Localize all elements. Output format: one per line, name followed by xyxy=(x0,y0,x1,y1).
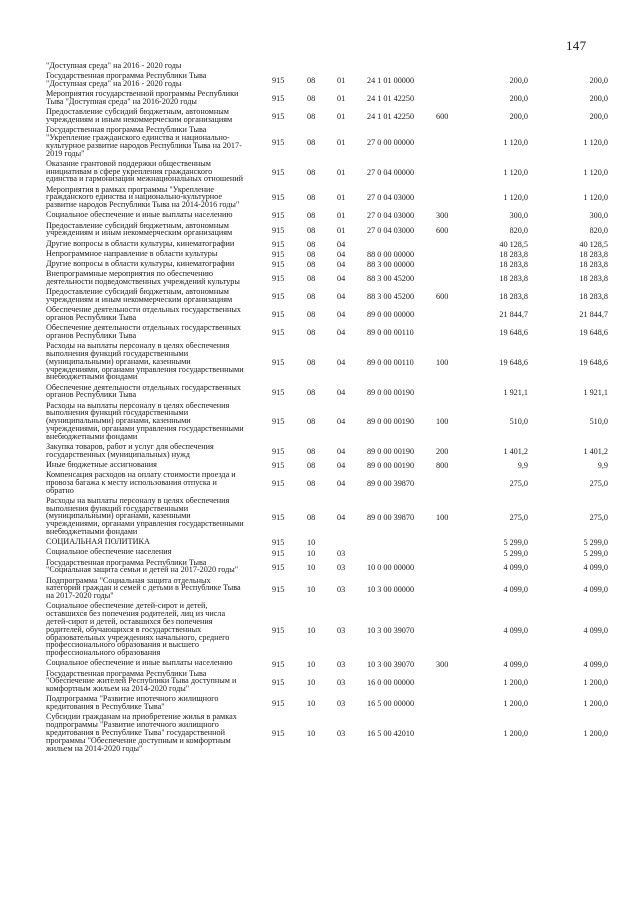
row-name: Государственная программа Республики Тыва "Укрепление гражданского единства и национально- культурное развитие народов Республики Тыва на 2017- 2019 годы" xyxy=(46,125,242,158)
amount-cell: 18 283,8 xyxy=(499,249,528,259)
expense-type-cell: 300 xyxy=(436,211,449,221)
amount-2-cell: 510,0 xyxy=(589,417,608,427)
subsection-cell: 01 xyxy=(337,76,346,86)
table-row xyxy=(0,324,640,342)
table-row xyxy=(0,402,640,443)
section-cell: 10 xyxy=(307,548,316,558)
amount-cell: 9,9 xyxy=(517,461,528,471)
section-cell: 08 xyxy=(307,512,316,522)
amount-2-cell: 4 099,0 xyxy=(583,626,608,636)
section-cell: 08 xyxy=(307,417,316,427)
section-cell: 10 xyxy=(307,699,316,709)
amount-cell: 510,0 xyxy=(509,417,528,427)
subsection-cell: 04 xyxy=(337,479,346,489)
row-name: Обеспечение деятельности отдельных государственных органов Республики Тыва xyxy=(46,382,241,400)
target-article-cell: 88 3 00 45200 xyxy=(367,274,415,284)
grbs-cell: 915 xyxy=(272,677,285,687)
row-name: Социальное обеспечение и иные выплаты населению xyxy=(46,658,233,668)
target-article-cell: 24 1 01 42250 xyxy=(367,94,415,104)
section-cell: 08 xyxy=(307,239,316,249)
amount-2-cell: 300,0 xyxy=(589,211,608,221)
expense-type-cell: 800 xyxy=(436,461,449,471)
expense-type-cell: 600 xyxy=(436,225,449,235)
table-row xyxy=(0,471,640,497)
row-name: Расходы на выплаты персоналу в целях обеспечения выполнения функций государственными (муниципальными) органами, казенными учреждениями, органами управления государственными внебюджетными фондами xyxy=(46,400,244,441)
subsection-cell: 04 xyxy=(337,249,346,259)
amount-cell: 1 120,0 xyxy=(503,138,528,148)
grbs-cell: 915 xyxy=(272,417,285,427)
amount-cell: 18 283,8 xyxy=(499,292,528,302)
table-row xyxy=(0,222,640,240)
amount-2-cell: 1 200,0 xyxy=(583,699,608,709)
table-row xyxy=(0,342,640,383)
table-row xyxy=(0,288,640,306)
subsection-cell: 04 xyxy=(337,310,346,320)
grbs-cell: 915 xyxy=(272,461,285,471)
page-number: 147 xyxy=(566,38,587,53)
subsection-cell: 01 xyxy=(337,193,346,203)
amount-2-cell: 200,0 xyxy=(589,112,608,122)
grbs-cell: 915 xyxy=(272,512,285,522)
target-article-cell: 10 3 00 39070 xyxy=(367,626,415,636)
amount-cell: 4 099,0 xyxy=(503,626,528,636)
row-name: Предоставление субсидий бюджетным, автономным учреждениям и иным некоммерческим организациям xyxy=(46,220,233,238)
amount-cell: 19 648,6 xyxy=(499,357,528,367)
section-cell: 08 xyxy=(307,193,316,203)
amount-2-cell: 275,0 xyxy=(589,479,608,489)
table-row xyxy=(0,602,640,659)
section-cell: 08 xyxy=(307,138,316,148)
subsection-cell: 03 xyxy=(337,699,346,709)
section-cell: 08 xyxy=(307,167,316,177)
amount-cell: 275,0 xyxy=(509,479,528,489)
amount-2-cell: 19 648,6 xyxy=(579,357,608,367)
grbs-cell: 915 xyxy=(272,626,285,636)
grbs-cell: 915 xyxy=(272,138,285,148)
amount-cell: 5 299,0 xyxy=(503,548,528,558)
subsection-cell: 04 xyxy=(337,447,346,457)
expense-type-cell: 300 xyxy=(436,659,449,669)
amount-cell: 820,0 xyxy=(509,225,528,235)
target-article-cell: 89 0 00 39870 xyxy=(367,479,415,489)
target-article-cell: 89 0 00 00190 xyxy=(367,387,415,397)
section-cell: 10 xyxy=(307,562,316,572)
row-name: Другие вопросы в области культуры, кинематографии xyxy=(46,258,235,268)
grbs-cell: 915 xyxy=(272,260,285,270)
table-row xyxy=(0,497,640,538)
grbs-cell: 915 xyxy=(272,699,285,709)
amount-2-cell: 4 099,0 xyxy=(583,562,608,572)
target-article-cell: 89 0 00 00000 xyxy=(367,310,415,320)
subsection-cell: 04 xyxy=(337,292,346,302)
grbs-cell: 915 xyxy=(272,193,285,203)
subsection-cell: 01 xyxy=(337,211,346,221)
table-row xyxy=(0,126,640,160)
target-article-cell: 10 3 00 39070 xyxy=(367,659,415,669)
target-article-cell: 27 0 04 00000 xyxy=(367,167,415,177)
table-row xyxy=(0,270,640,288)
grbs-cell: 915 xyxy=(272,94,285,104)
grbs-cell: 915 xyxy=(272,538,285,548)
row-name: Другие вопросы в области культуры, кинематографии xyxy=(46,238,235,248)
target-article-cell: 24 1 01 42250 xyxy=(367,112,415,122)
section-cell: 10 xyxy=(307,677,316,687)
grbs-cell: 915 xyxy=(272,225,285,235)
subsection-cell: 04 xyxy=(337,239,346,249)
amount-cell: 5 299,0 xyxy=(503,538,528,548)
grbs-cell: 915 xyxy=(272,659,285,669)
amount-2-cell: 5 299,0 xyxy=(583,548,608,558)
row-name: Государственная программа Республики Тыва "Доступная среда" на 2016 - 2020 годы xyxy=(46,71,207,88)
section-cell: 08 xyxy=(307,328,316,338)
target-article-cell: 27 0 04 03000 xyxy=(367,193,415,203)
target-article-cell: 24 1 01 00000 xyxy=(367,76,415,86)
subsection-cell: 01 xyxy=(337,167,346,177)
subsection-cell: 04 xyxy=(337,387,346,397)
section-cell: 08 xyxy=(307,479,316,489)
section-cell: 08 xyxy=(307,310,316,320)
row-name: Предоставление субсидий бюджетным, автономным учреждениям и иным некоммерческим организациям xyxy=(46,287,233,304)
row-name: Мероприятия в рамках программы "Укрепление гражданского единства и национально-культурное развитие народов Республики Тыва на 2014-2016 годы" xyxy=(46,184,240,210)
expense-type-cell: 200 xyxy=(436,447,449,457)
amount-2-cell: 1 200,0 xyxy=(583,677,608,687)
row-name: Государственная программа Республики Тыва "Обеспечение жителей Республики Тыва доступным и комфортным жильем на 2014-2020 годы" xyxy=(46,668,237,694)
target-article-cell: 27 0 04 03000 xyxy=(367,225,415,235)
target-article-cell: 16 0 00 00000 xyxy=(367,677,415,687)
table-row xyxy=(0,306,640,324)
amount-2-cell: 275,0 xyxy=(589,512,608,522)
row-name: Подпрограмма "Развитие ипотечного жилищного кредитования в Республике Тыва" xyxy=(46,694,219,712)
section-cell: 08 xyxy=(307,211,316,221)
section-cell: 08 xyxy=(307,461,316,471)
target-article-cell: 89 0 00 00110 xyxy=(367,328,414,338)
expense-type-cell: 100 xyxy=(436,512,449,522)
row-name: Расходы на выплаты персоналу в целях обеспечения выполнения функций государственными (муниципальными) органами, казенными учреждениями, органами управления государственными внебюджетными фондами xyxy=(46,495,244,537)
row-name: Субсидии гражданам на приобретение жилья в рамках подпрограммы "Развитие ипотечного жилищного кредитования в Республике Тыва" государственной программы "Обеспечение доступным и комфортным жильем на 2014-2020 годы" xyxy=(46,712,237,753)
subsection-cell: 01 xyxy=(337,225,346,235)
amount-2-cell: 200,0 xyxy=(589,94,608,104)
target-article-cell: 88 3 00 00000 xyxy=(367,260,415,270)
row-name: Иные бюджетные ассигнования xyxy=(46,459,157,469)
subsection-cell: 01 xyxy=(337,138,346,148)
table-row xyxy=(0,108,640,126)
amount-2-cell: 18 283,8 xyxy=(579,292,608,302)
amount-cell: 18 283,8 xyxy=(499,274,528,284)
grbs-cell: 915 xyxy=(272,584,285,594)
row-name: Обеспечение деятельности отдельных государственных органов Республики Тыва xyxy=(46,323,241,340)
table-row xyxy=(0,713,640,754)
row-name: Оказание грантовой поддержки общественным инициативам в сфере укрепления гражданского единства и гармонизации межнациональных отношений xyxy=(46,158,243,184)
grbs-cell: 915 xyxy=(272,447,285,457)
target-article-cell: 27 0 04 03000 xyxy=(367,211,415,221)
section-cell: 08 xyxy=(307,387,316,397)
amount-cell: 200,0 xyxy=(509,76,528,86)
amount-cell: 4 099,0 xyxy=(503,584,528,594)
row-name: Непрограммное направление в области культуры xyxy=(46,248,218,258)
subsection-cell: 03 xyxy=(337,659,346,669)
amount-cell: 1 200,0 xyxy=(503,677,528,687)
row-name: Социальное обеспечение населения xyxy=(46,547,172,557)
amount-2-cell: 4 099,0 xyxy=(583,584,608,594)
row-name: Компенсация расходов на оплату стоимости проезда и провоза багажа к месту использования отпуска и обратно xyxy=(46,470,236,495)
grbs-cell: 915 xyxy=(272,211,285,221)
grbs-cell: 915 xyxy=(272,167,285,177)
section-cell: 10 xyxy=(307,584,316,594)
amount-cell: 200,0 xyxy=(509,112,528,122)
amount-2-cell: 1 921,1 xyxy=(583,387,608,397)
amount-2-cell: 18 283,8 xyxy=(579,274,608,284)
grbs-cell: 915 xyxy=(272,239,285,249)
amount-2-cell: 4 099,0 xyxy=(583,659,608,669)
amount-2-cell: 1 120,0 xyxy=(583,167,608,177)
amount-cell: 200,0 xyxy=(509,94,528,104)
section-cell: 08 xyxy=(307,260,316,270)
row-name: Предоставление субсидий бюджетным, автономным учреждениям и иным некоммерческим организациям xyxy=(46,107,233,124)
row-name: Мероприятия государственной программы Республики Тыва "Доступная среда" на 2016-2020 годы xyxy=(46,89,239,106)
grbs-cell: 915 xyxy=(272,548,285,558)
subsection-cell: 04 xyxy=(337,260,346,270)
section-cell: 08 xyxy=(307,225,316,235)
amount-cell: 1 120,0 xyxy=(503,193,528,203)
target-article-cell: 16 5 00 42010 xyxy=(367,729,415,739)
amount-cell: 275,0 xyxy=(509,512,528,522)
subsection-cell: 04 xyxy=(337,461,346,471)
amount-cell: 1 120,0 xyxy=(503,167,528,177)
row-name: Закупка товаров, работ и услуг для обеспечения государственных (муниципальных) нужд xyxy=(46,441,214,459)
expense-type-cell: 100 xyxy=(436,417,449,427)
grbs-cell: 915 xyxy=(272,249,285,259)
row-name: СОЦИАЛЬНАЯ ПОЛИТИКА xyxy=(46,537,150,547)
section-cell: 08 xyxy=(307,94,316,104)
amount-cell: 4 099,0 xyxy=(503,659,528,669)
amount-2-cell: 9,9 xyxy=(597,461,608,471)
subsection-cell: 04 xyxy=(337,357,346,367)
grbs-cell: 915 xyxy=(272,479,285,489)
subsection-cell: 04 xyxy=(337,512,346,522)
section-cell: 10 xyxy=(307,729,316,739)
grbs-cell: 915 xyxy=(272,76,285,86)
grbs-cell: 915 xyxy=(272,729,285,739)
row-name: Расходы на выплаты персоналу в целях обеспечения выполнения функций государственными (муниципальными) органами, казенными учреждениями, органами управления государственными внебюджетными фондами xyxy=(46,341,244,382)
subsection-cell: 03 xyxy=(337,584,346,594)
amount-2-cell: 1 200,0 xyxy=(583,729,608,739)
target-article-cell: 88 0 00 00000 xyxy=(367,249,415,259)
target-article-cell: 89 0 00 00190 xyxy=(367,447,415,457)
subsection-cell: 03 xyxy=(337,548,346,558)
row-name: Социальное обеспечение и иные выплаты населению xyxy=(46,210,233,220)
section-cell: 08 xyxy=(307,112,316,122)
grbs-cell: 915 xyxy=(272,387,285,397)
subsection-cell: 04 xyxy=(337,328,346,338)
target-article-cell: 89 0 00 00110 xyxy=(367,357,414,367)
grbs-cell: 915 xyxy=(272,112,285,122)
row-name: Внепрограммные мероприятия по обеспечению деятельности подведомственных учреждений культуры xyxy=(46,269,240,286)
grbs-cell: 915 xyxy=(272,562,285,572)
subsection-cell: 03 xyxy=(337,562,346,572)
expense-type-cell: 600 xyxy=(436,292,449,302)
amount-2-cell: 19 648,6 xyxy=(579,328,608,338)
table-row xyxy=(0,186,640,212)
row-name: "Доступная среда" на 2016 - 2020 годы xyxy=(46,61,182,70)
amount-cell: 300,0 xyxy=(509,211,528,221)
subsection-cell: 04 xyxy=(337,274,346,284)
amount-2-cell: 1 401,2 xyxy=(583,447,608,457)
amount-2-cell: 18 283,8 xyxy=(579,249,608,259)
grbs-cell: 915 xyxy=(272,328,285,338)
amount-2-cell: 200,0 xyxy=(589,76,608,86)
section-cell: 10 xyxy=(307,626,316,636)
amount-2-cell: 21 844,7 xyxy=(579,310,608,320)
section-cell: 08 xyxy=(307,292,316,302)
grbs-cell: 915 xyxy=(272,292,285,302)
section-cell: 08 xyxy=(307,447,316,457)
table-row xyxy=(0,695,640,713)
budget-table xyxy=(0,62,640,755)
section-cell: 08 xyxy=(307,274,316,284)
section-cell: 08 xyxy=(307,249,316,259)
amount-cell: 40 128,5 xyxy=(499,239,528,249)
row-name: Подпрограмма "Социальная защита отдельных категорий граждан и семей с детьми в Республике Тыва на 2017-2020 годы" xyxy=(46,575,241,601)
section-cell: 08 xyxy=(307,357,316,367)
target-article-cell: 10 3 00 00000 xyxy=(367,584,415,594)
amount-2-cell: 1 120,0 xyxy=(583,193,608,203)
subsection-cell: 03 xyxy=(337,729,346,739)
target-article-cell: 27 0 00 00000 xyxy=(367,138,415,148)
row-name: Социальное обеспечение детей-сирот и детей, оставшихся без попечения родителей, лиц из числа детей-сирот и детей, оставшихся без попечения родителей, обучающихся в государственных образовательных учреждениях начального, среднего профессионального образования и высшего профессионального образования xyxy=(46,601,230,658)
amount-cell: 21 844,7 xyxy=(499,310,528,320)
amount-cell: 19 648,6 xyxy=(499,328,528,338)
amount-2-cell: 40 128,5 xyxy=(579,239,608,249)
table-row xyxy=(0,443,640,461)
grbs-cell: 915 xyxy=(272,274,285,284)
subsection-cell: 01 xyxy=(337,112,346,122)
row-name: Государственная программа Республики Тыва "Социальная защита семьи и детей на 2017-2020 годы" xyxy=(46,557,239,575)
subsection-cell: 04 xyxy=(337,417,346,427)
row-name: Обеспечение деятельности отдельных государственных органов Республики Тыва xyxy=(46,305,241,322)
subsection-cell: 03 xyxy=(337,626,346,636)
expense-type-cell: 600 xyxy=(436,112,449,122)
amount-2-cell: 18 283,8 xyxy=(579,260,608,270)
expense-type-cell: 100 xyxy=(436,357,449,367)
subsection-cell: 01 xyxy=(337,94,346,104)
amount-2-cell: 1 120,0 xyxy=(583,138,608,148)
amount-2-cell: 820,0 xyxy=(589,225,608,235)
table-row xyxy=(0,577,640,603)
target-article-cell: 10 0 00 00000 xyxy=(367,562,415,572)
subsection-cell: 03 xyxy=(337,677,346,687)
section-cell: 10 xyxy=(307,538,316,548)
section-cell: 08 xyxy=(307,76,316,86)
table-row xyxy=(0,90,640,108)
table-row xyxy=(0,670,640,696)
amount-cell: 4 099,0 xyxy=(503,562,528,572)
grbs-cell: 915 xyxy=(272,310,285,320)
target-article-cell: 89 0 00 39870 xyxy=(367,512,415,522)
amount-cell: 1 921,1 xyxy=(503,387,528,397)
amount-cell: 1 200,0 xyxy=(503,729,528,739)
table-row xyxy=(0,559,640,577)
target-article-cell: 89 0 00 00190 xyxy=(367,417,415,427)
amount-2-cell: 5 299,0 xyxy=(583,538,608,548)
grbs-cell: 915 xyxy=(272,357,285,367)
target-article-cell: 89 0 00 00190 xyxy=(367,461,415,471)
target-article-cell: 16 5 00 00000 xyxy=(367,699,415,709)
amount-cell: 18 283,8 xyxy=(499,260,528,270)
table-row xyxy=(0,384,640,402)
section-cell: 10 xyxy=(307,659,316,669)
table-row xyxy=(0,72,640,90)
table-row xyxy=(0,160,640,186)
amount-cell: 1 200,0 xyxy=(503,699,528,709)
amount-cell: 1 401,2 xyxy=(503,447,528,457)
target-article-cell: 88 3 00 45200 xyxy=(367,292,415,302)
